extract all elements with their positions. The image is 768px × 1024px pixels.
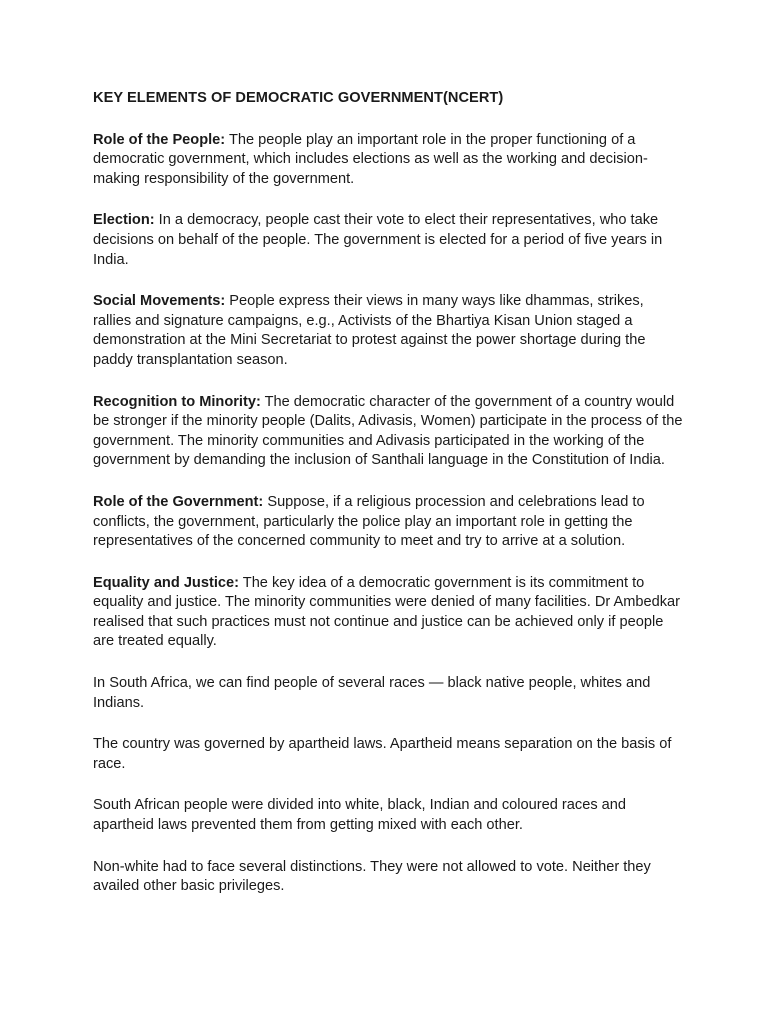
section-term: Social Movements: — [93, 293, 226, 310]
section-role-of-people — [93, 131, 683, 190]
section-social-movements — [93, 292, 683, 370]
document-title: KEY ELEMENTS OF DEMOCRATIC GOVERNMENT(NCERT) — [93, 90, 504, 106]
section-recognition-to-minority — [93, 393, 683, 471]
section-term: Election: — [93, 212, 155, 229]
paragraph-apartheid-laws: The country was governed by apartheid laws. Apartheid means separation on the basis of race. — [93, 736, 672, 772]
paragraph-south-africa-races: In South Africa, we can find people of several races — black native people, whites and Indians. — [93, 675, 651, 711]
section-text: The democratic character of the government of a country would be stronger if the minority people (Dalits, Adivasis, Women) participate in the process of the government. The minority communities and Adivasis participated in the working of the government by demanding the inclusion of Santhali language in the Constitution of India. — [93, 393, 683, 469]
section-term: Equality and Justice: — [93, 574, 239, 591]
section-term: Recognition to Minority: — [93, 393, 261, 410]
section-text: Suppose, if a religious procession and celebrations lead to conflicts, the government, particularly the police play an important role in getting the representatives of the concerned community to meet and try to arrive at a solution. — [93, 493, 645, 550]
paragraph-races-divided: South African people were divided into white, black, Indian and coloured races and apartheid laws prevented them from getting mixed with each other. — [93, 797, 627, 834]
section-election — [93, 211, 683, 270]
section-equality-and-justice — [93, 574, 683, 652]
section-text: People express their views in many ways like dhammas, strikes, rallies and signature campaigns, e.g., Activists of the Bhartiya Kisan Union staged a demonstration at the Mini Secretariat to protest against the power shortage during the paddy transplantation season. — [93, 293, 646, 368]
paragraph-non-white-distinctions: Non-white had to face several distinctions. They were not allowed to vote. Neither they availed other basic privileges. — [93, 858, 651, 895]
section-text: The key idea of a democratic government is its commitment to equality and justice. The minority communities were denied of many facilities. Dr Ambedkar realised that such practices must not continue and justice can be achieved only if people are treated equally. — [93, 574, 680, 650]
section-term: Role of the People: — [93, 131, 226, 148]
section-term: Role of the Government: — [93, 493, 264, 510]
document-page — [93, 89, 683, 919]
section-text: In a democracy, people cast their vote to elect their representatives, who take decisions on behalf of the people. The government is elected for a period of five years in India. — [93, 212, 663, 268]
section-role-of-government — [93, 493, 683, 552]
section-text: The people play an important role in the proper functioning of a democratic government, which includes elections as well as the working and decision-making responsibility of the government. — [93, 131, 648, 187]
